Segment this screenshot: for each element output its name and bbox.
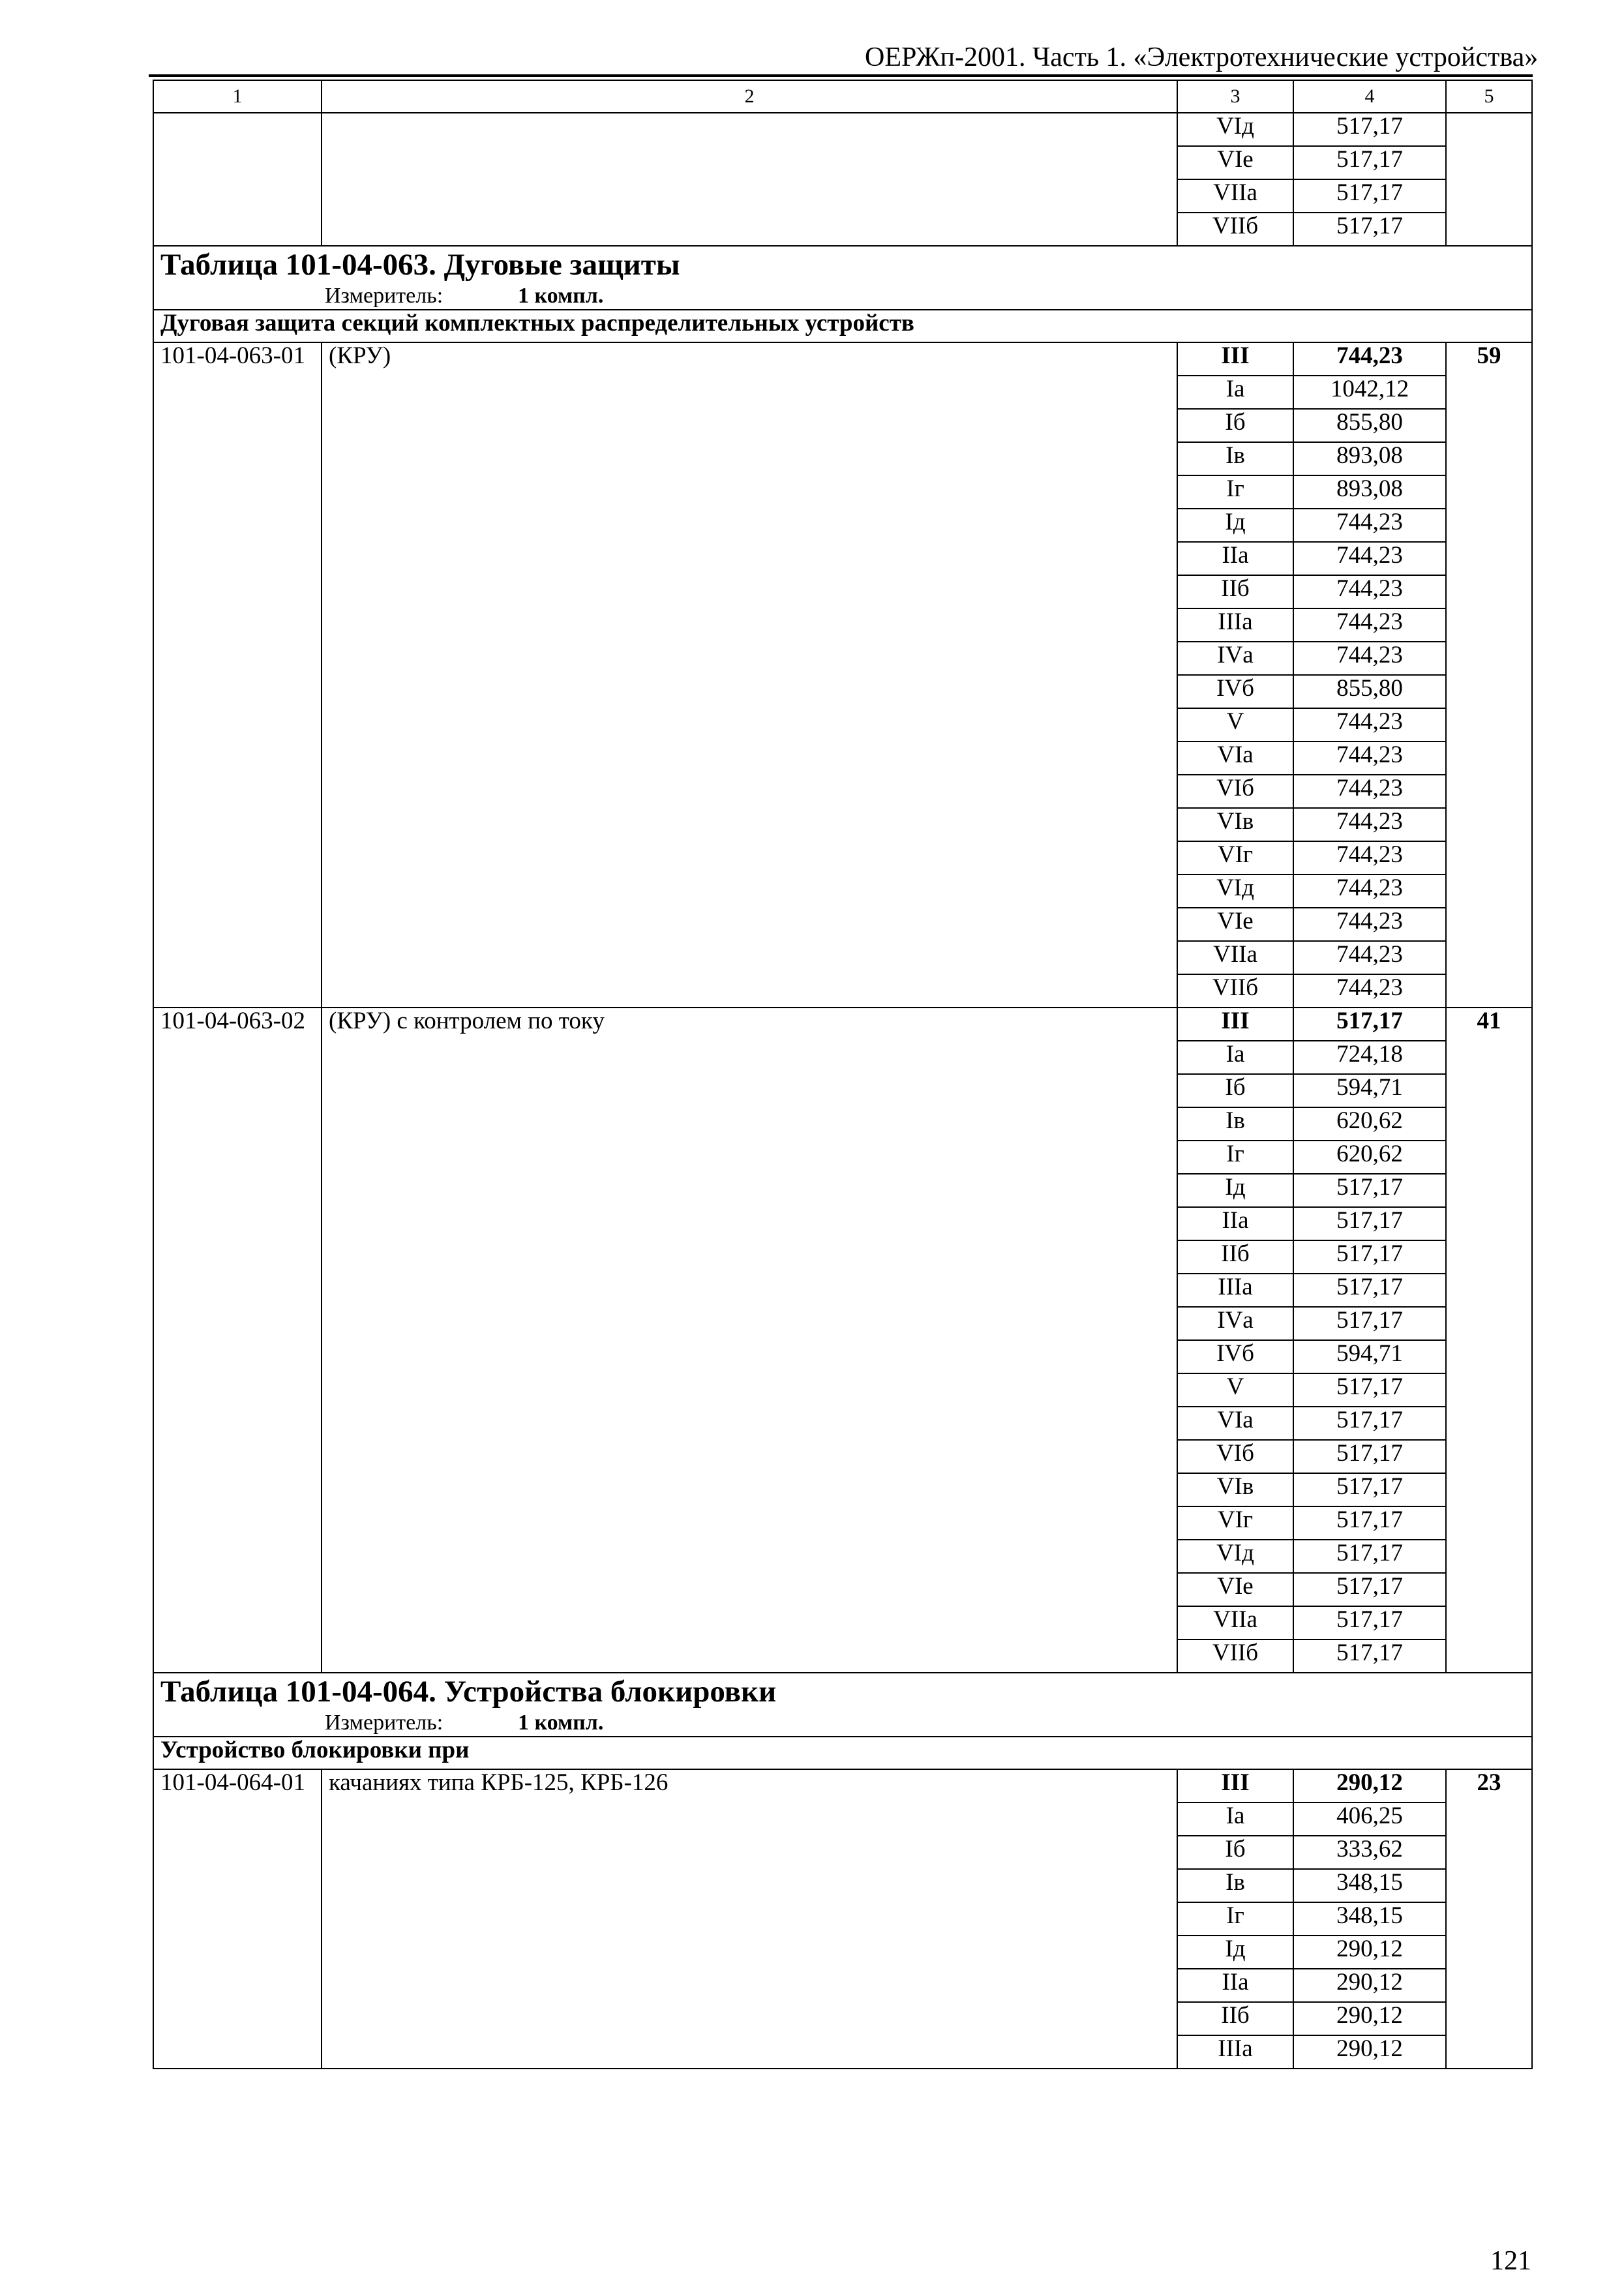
- item-description: (КРУ): [322, 342, 1177, 1008]
- grade-cell: IVб: [1177, 675, 1293, 708]
- item-count: [1446, 113, 1532, 246]
- table-title: Таблица 101-04-063. Дуговые защиты: [160, 248, 680, 282]
- page-number: 121: [1490, 2246, 1531, 2276]
- table-row: [153, 113, 1532, 146]
- grade-cell: IIIа: [1177, 2035, 1293, 2069]
- grade-cell: IIб: [1177, 2002, 1293, 2035]
- price-cell: 517,17: [1293, 1506, 1446, 1540]
- price-cell: 893,08: [1293, 442, 1446, 475]
- item-count: 23: [1446, 1769, 1532, 2069]
- grade-cell: Iв: [1177, 1869, 1293, 1902]
- price-cell: 517,17: [1293, 1207, 1446, 1240]
- price-cell: 744,23: [1293, 908, 1446, 941]
- grade-cell: V: [1177, 708, 1293, 741]
- grade-cell: VIIа: [1177, 1606, 1293, 1639]
- grade-cell: Iг: [1177, 1141, 1293, 1174]
- grade-cell: IVа: [1177, 1307, 1293, 1340]
- grade-cell: IIа: [1177, 1207, 1293, 1240]
- grade-cell: VIIб: [1177, 213, 1293, 246]
- price-cell: 290,12: [1293, 1969, 1446, 2002]
- grade-cell: VIд: [1177, 875, 1293, 908]
- grade-cell: VIб: [1177, 1440, 1293, 1473]
- grade-cell: VIе: [1177, 1573, 1293, 1606]
- price-cell: 744,23: [1293, 941, 1446, 974]
- grade-cell: III: [1177, 1769, 1293, 1803]
- price-cell: 517,17: [1293, 1639, 1446, 1673]
- price-cell: 744,23: [1293, 741, 1446, 775]
- price-cell: 517,17: [1293, 1473, 1446, 1506]
- column-header-row: [153, 80, 1532, 113]
- price-cell: 594,71: [1293, 1074, 1446, 1107]
- price-cell: 517,17: [1293, 1274, 1446, 1307]
- grade-cell: Iа: [1177, 376, 1293, 409]
- unit-label: Измеритель:: [325, 1711, 444, 1735]
- table-title-cell: [153, 246, 1532, 310]
- unit-label: Измеритель:: [325, 284, 444, 308]
- table-row: [153, 1769, 1532, 1803]
- grade-cell: Iг: [1177, 475, 1293, 509]
- price-cell: 517,17: [1293, 1540, 1446, 1573]
- price-cell: 744,23: [1293, 974, 1446, 1008]
- item-code: 101-04-063-02: [153, 1008, 322, 1673]
- grade-cell: VIд: [1177, 113, 1293, 146]
- column-header: 1: [153, 80, 322, 113]
- price-cell: 517,17: [1293, 146, 1446, 179]
- grade-cell: IIб: [1177, 1240, 1293, 1274]
- grade-cell: Iа: [1177, 1803, 1293, 1836]
- price-cell: 744,23: [1293, 708, 1446, 741]
- grade-cell: VIIа: [1177, 179, 1293, 213]
- price-cell: 724,18: [1293, 1041, 1446, 1074]
- item-code: 101-04-064-01: [153, 1769, 322, 2069]
- grade-cell: Iа: [1177, 1041, 1293, 1074]
- price-cell: 744,23: [1293, 775, 1446, 808]
- price-cell: 517,17: [1293, 1174, 1446, 1207]
- price-cell: 348,15: [1293, 1869, 1446, 1902]
- price-cell: 744,23: [1293, 575, 1446, 608]
- grade-cell: VIа: [1177, 741, 1293, 775]
- grade-cell: III: [1177, 342, 1293, 376]
- grade-cell: VIв: [1177, 808, 1293, 841]
- table-title: Таблица 101-04-064. Устройства блокировки: [160, 1675, 777, 1709]
- rates-table: [153, 80, 1533, 2069]
- unit-value: 1 компл.: [518, 284, 604, 308]
- subheading-row: [153, 310, 1532, 342]
- unit-line: [160, 283, 1525, 309]
- price-cell: 517,17: [1293, 179, 1446, 213]
- price-cell: 333,62: [1293, 1836, 1446, 1869]
- grade-cell: VIд: [1177, 1540, 1293, 1573]
- item-description: качаниях типа КРБ-125, КРБ-126: [322, 1769, 1177, 2069]
- column-header: 4: [1293, 80, 1446, 113]
- subheading: Дуговая защита секций комплектных распределительных устройств: [153, 310, 1532, 342]
- grade-cell: Iб: [1177, 409, 1293, 442]
- page-header: ОЕРЖп-2001. Часть 1. «Электротехнические устройства»: [865, 42, 1539, 72]
- grade-cell: IVб: [1177, 1340, 1293, 1373]
- grade-cell: Iд: [1177, 1936, 1293, 1969]
- price-cell: 517,17: [1293, 1573, 1446, 1606]
- table-row: [153, 342, 1532, 376]
- price-cell: 744,23: [1293, 608, 1446, 642]
- price-cell: 744,23: [1293, 342, 1446, 376]
- price-cell: 744,23: [1293, 808, 1446, 841]
- price-cell: 620,62: [1293, 1107, 1446, 1141]
- grade-cell: IIа: [1177, 542, 1293, 575]
- item-code: [153, 113, 322, 246]
- column-header: 2: [322, 80, 1177, 113]
- grade-cell: VIIб: [1177, 1639, 1293, 1673]
- column-header: 3: [1177, 80, 1293, 113]
- price-cell: 517,17: [1293, 213, 1446, 246]
- grade-cell: VIб: [1177, 775, 1293, 808]
- price-cell: 517,17: [1293, 113, 1446, 146]
- grade-cell: IIIа: [1177, 1274, 1293, 1307]
- grade-cell: III: [1177, 1008, 1293, 1041]
- price-cell: 1042,12: [1293, 376, 1446, 409]
- grade-cell: IIIа: [1177, 608, 1293, 642]
- column-header: 5: [1446, 80, 1532, 113]
- unit-line: [160, 1710, 1525, 1736]
- subheading: Устройство блокировки при: [153, 1737, 1532, 1769]
- table-title-row: [153, 1673, 1532, 1737]
- price-cell: 517,17: [1293, 1407, 1446, 1440]
- grade-cell: Iв: [1177, 442, 1293, 475]
- grade-cell: Iг: [1177, 1902, 1293, 1936]
- grade-cell: V: [1177, 1373, 1293, 1407]
- price-cell: 893,08: [1293, 475, 1446, 509]
- table-row: [153, 1008, 1532, 1041]
- grade-cell: VIг: [1177, 1506, 1293, 1540]
- unit-value: 1 компл.: [518, 1711, 604, 1735]
- price-cell: 620,62: [1293, 1141, 1446, 1174]
- price-cell: 290,12: [1293, 1769, 1446, 1803]
- grade-cell: VIе: [1177, 908, 1293, 941]
- price-cell: 744,23: [1293, 642, 1446, 675]
- price-cell: 855,80: [1293, 675, 1446, 708]
- table-title-cell: [153, 1673, 1532, 1737]
- price-cell: 517,17: [1293, 1606, 1446, 1639]
- item-code: 101-04-063-01: [153, 342, 322, 1008]
- grade-cell: IVа: [1177, 642, 1293, 675]
- rates-table-body: [153, 80, 1532, 2069]
- price-cell: 406,25: [1293, 1803, 1446, 1836]
- grade-cell: Iб: [1177, 1836, 1293, 1869]
- price-cell: 290,12: [1293, 1936, 1446, 1969]
- price-cell: 517,17: [1293, 1240, 1446, 1274]
- price-cell: 744,23: [1293, 875, 1446, 908]
- grade-cell: VIа: [1177, 1407, 1293, 1440]
- item-count: 59: [1446, 342, 1532, 1008]
- item-description: [322, 113, 1177, 246]
- price-cell: 517,17: [1293, 1008, 1446, 1041]
- grade-cell: VIIб: [1177, 974, 1293, 1008]
- price-cell: 744,23: [1293, 542, 1446, 575]
- grade-cell: VIIа: [1177, 941, 1293, 974]
- price-cell: 290,12: [1293, 2035, 1446, 2069]
- grade-cell: Iд: [1177, 1174, 1293, 1207]
- price-cell: 348,15: [1293, 1902, 1446, 1936]
- price-cell: 744,23: [1293, 509, 1446, 542]
- price-cell: 855,80: [1293, 409, 1446, 442]
- price-cell: 594,71: [1293, 1340, 1446, 1373]
- price-cell: 517,17: [1293, 1373, 1446, 1407]
- table-title-row: [153, 246, 1532, 310]
- price-cell: 517,17: [1293, 1440, 1446, 1473]
- grade-cell: Iб: [1177, 1074, 1293, 1107]
- item-count: 41: [1446, 1008, 1532, 1673]
- grade-cell: Iв: [1177, 1107, 1293, 1141]
- item-description: (КРУ) с контролем по току: [322, 1008, 1177, 1673]
- price-cell: 744,23: [1293, 841, 1446, 875]
- price-cell: 517,17: [1293, 1307, 1446, 1340]
- header-rule: [149, 74, 1533, 77]
- grade-cell: IIа: [1177, 1969, 1293, 2002]
- price-cell: 290,12: [1293, 2002, 1446, 2035]
- grade-cell: Iд: [1177, 509, 1293, 542]
- grade-cell: IIб: [1177, 575, 1293, 608]
- grade-cell: VIв: [1177, 1473, 1293, 1506]
- grade-cell: VIг: [1177, 841, 1293, 875]
- grade-cell: VIе: [1177, 146, 1293, 179]
- subheading-row: [153, 1737, 1532, 1769]
